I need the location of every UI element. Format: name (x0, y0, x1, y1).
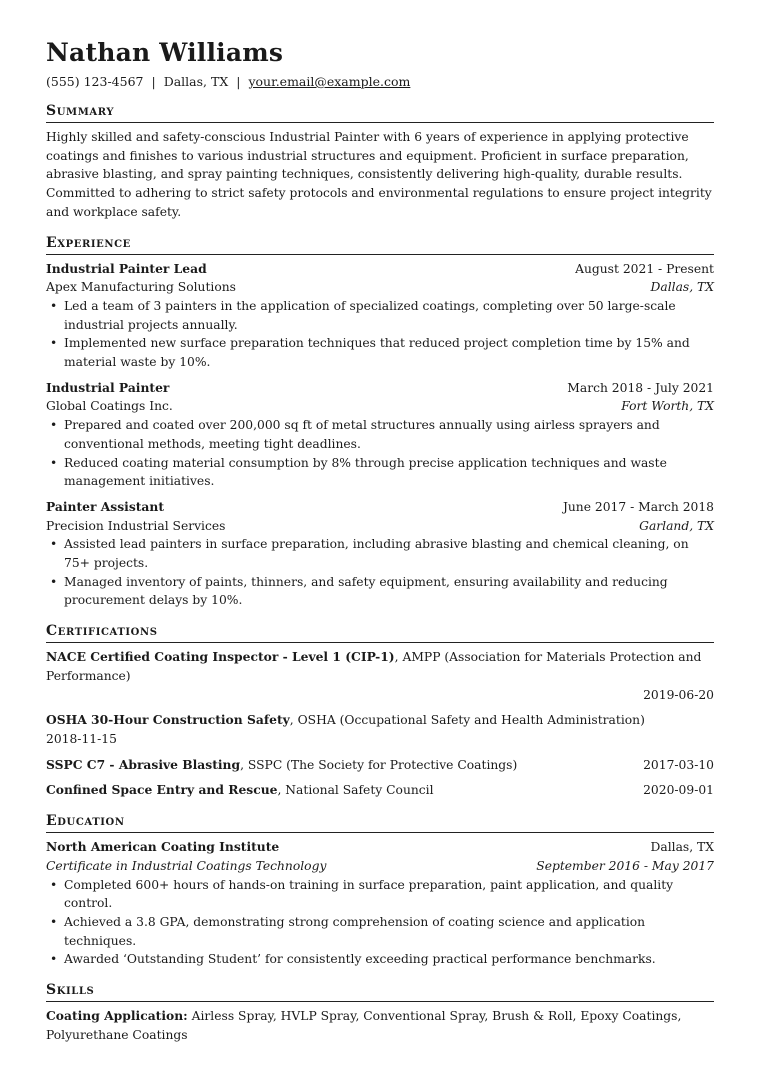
job-entry (46, 498, 714, 610)
job-role: Painter Assistant (46, 498, 165, 514)
job-bullet: • Managed inventory of paints, thinners, and safety equipment, ensuring availability and reducing procurement delays by 10%. (64, 573, 714, 610)
job-dates: June 2017 - March 2018 (562, 499, 714, 514)
education-bullet: • Awarded ‘Outstanding Student’ for consistently exceeding practical performance benchmarks. (64, 950, 714, 969)
cert-date: 2017-03-10 (643, 757, 714, 772)
job-bullet: • Led a team of 3 painters in the application of specialized coatings, completing over 50 large-scale industrial projects annually. (64, 297, 714, 334)
contact-line (46, 74, 714, 90)
education-bullet: • Achieved a 3.8 GPA, demonstrating strong comprehension of coating science and application techniques. (64, 913, 714, 950)
job-entry (46, 260, 714, 372)
certification-entry (46, 781, 714, 800)
job-bullet: • Implemented new surface preparation techniques that reduced project completion time by 15% and material waste by 10%. (64, 334, 714, 371)
candidate-name: Nathan Williams (46, 38, 284, 67)
location: Dallas, TX (163, 74, 229, 89)
education-bullet: • Completed 600+ hours of hands-on training in surface preparation, paint application, and quality control. (64, 876, 714, 913)
cert-issuer: , National Safety Council (277, 783, 434, 798)
phone: (555) 123-4567 (46, 74, 144, 89)
education-dates: September 2016 - May 2017 (536, 858, 714, 873)
section-title: Experience (46, 234, 714, 255)
cert-name: NACE Certified Coating Inspector - Level 1 (CIP-1) (46, 649, 395, 665)
job-role: Industrial Painter (46, 379, 170, 395)
separator: | (236, 74, 241, 89)
school-location: Dallas, TX (650, 840, 714, 855)
cert-issuer: , AMPP (Association for Materials Protection and Performance) (46, 650, 702, 683)
job-location: Dallas, TX (650, 280, 714, 295)
section-title: Education (46, 812, 714, 833)
skills-line (46, 1007, 714, 1044)
cert-issuer: , SSPC (The Society for Protective Coatings) (240, 757, 518, 772)
job-company: Apex Manufacturing Solutions (46, 280, 236, 295)
summary-section (46, 102, 714, 222)
section-title: Skills (46, 981, 714, 1002)
job-location: Garland, TX (639, 518, 714, 533)
cert-name: OSHA 30-Hour Construction Safety (46, 712, 290, 728)
job-location: Fort Worth, TX (621, 399, 714, 414)
job-bullet: • Prepared and coated over 200,000 sq ft of metal structures annually using airless sprayers and conventional methods, meeting tight deadlines. (64, 416, 714, 453)
school-name: North American Coating Institute (46, 839, 280, 855)
certification-entry (46, 711, 714, 748)
job-dates: August 2021 - Present (575, 261, 714, 276)
cert-date: 2019-06-20 (643, 687, 714, 702)
job-role: Industrial Painter Lead (46, 260, 207, 276)
job-company: Global Coatings Inc. (46, 399, 173, 414)
education-section (46, 812, 714, 969)
cert-date: 2020-09-01 (643, 783, 714, 798)
job-bullet: • Assisted lead painters in surface preparation, including abrasive blasting and chemical cleaning, on 75+ projects. (64, 535, 714, 572)
certifications-section (46, 622, 714, 800)
skills-section (46, 981, 714, 1044)
section-title: Summary (46, 102, 714, 123)
job-dates: March 2018 - July 2021 (567, 380, 714, 395)
skills-label: Coating Application: (46, 1008, 188, 1024)
degree: Certificate in Industrial Coatings Technology (46, 858, 327, 873)
cert-name: Confined Space Entry and Rescue (46, 782, 278, 798)
cert-issuer: , OSHA (Occupational Safety and Health Administration) (289, 713, 645, 728)
skills-value: Airless Spray, HVLP Spray, Conventional Spray, Brush & Roll, Epoxy Coatings, Polyurethane Coatings (46, 1009, 682, 1042)
email-link[interactable]: your.email@example.com (248, 74, 411, 89)
certification-entry (46, 648, 714, 704)
cert-date: 2018-11-15 (46, 731, 117, 746)
cert-name: SSPC C7 - Abrasive Blasting (46, 756, 241, 772)
job-entry (46, 379, 714, 491)
section-title: Certifications (46, 622, 714, 643)
certification-entry (46, 756, 714, 775)
experience-section (46, 234, 714, 611)
job-bullet: • Reduced coating material consumption by 8% through precise application techniques and waste management initiatives. (64, 454, 714, 491)
separator: | (151, 74, 156, 89)
summary-text: Highly skilled and safety-conscious Industrial Painter with 6 years of experience in applying protective coatings and finishes to various industrial structures and equipment. Proficient in surface preparation, abrasive blasting, and spray painting techniques, consistently delivering high-quality, durable results. Committed to adhering to strict safety protocols and environmental regulations to ensure project integrity and workplace safety. (46, 130, 712, 219)
job-company: Precision Industrial Services (46, 518, 226, 533)
